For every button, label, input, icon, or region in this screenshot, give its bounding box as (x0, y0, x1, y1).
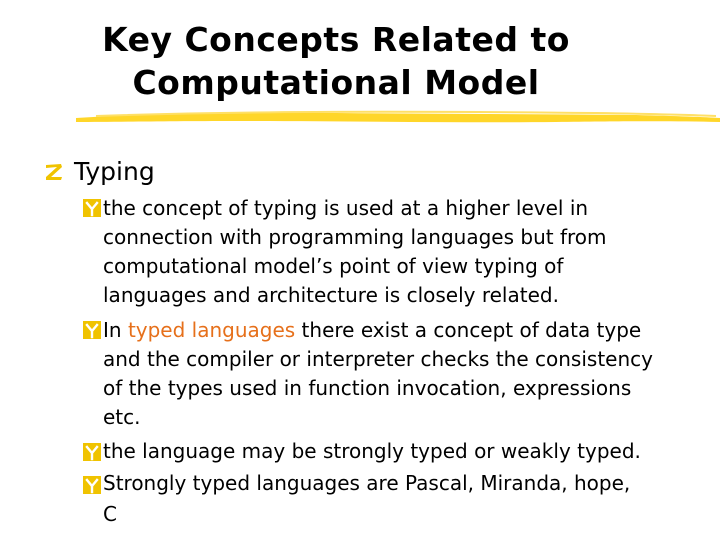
item-1-line-3: computational model’s point of view typing of (103, 254, 564, 278)
item-2-line-3: of the types used in function invocation, expressions (103, 376, 632, 400)
typed-languages-highlight: typed languages (127, 318, 296, 342)
y-bullet-icon (82, 320, 102, 340)
y-bullet-icon (82, 198, 102, 218)
item-3-line-1: the language may be strongly typed or weakly typed. (103, 439, 641, 463)
bullet-typing: Typing (74, 157, 155, 186)
item-1-line-4: languages and architecture is closely related. (103, 283, 559, 307)
item-1-line-2: connection with programming languages but from (103, 225, 607, 249)
item-2-suffix: there exist a concept of data type (295, 318, 642, 342)
y-bullet-icon (82, 475, 102, 495)
item-4-line-2: C (103, 502, 117, 526)
item-4-line-1: Strongly typed languages are Pascal, Miranda, hope, (103, 471, 631, 495)
item-2-prefix: In (103, 318, 128, 342)
y-bullet-icon (82, 442, 102, 462)
item-2-line-4: etc. (103, 405, 141, 429)
item-1-line-1: the concept of typing is used at a higher level in (103, 196, 589, 220)
title-line-2: Computational Model (132, 63, 540, 102)
z-bullet-icon (44, 162, 64, 182)
item-2-line-1 (103, 315, 641, 345)
title-line-1: Key Concepts Related to (102, 20, 570, 59)
title-underline (76, 104, 720, 128)
item-2-line-2: and the compiler or interpreter checks the consistency (103, 347, 653, 371)
